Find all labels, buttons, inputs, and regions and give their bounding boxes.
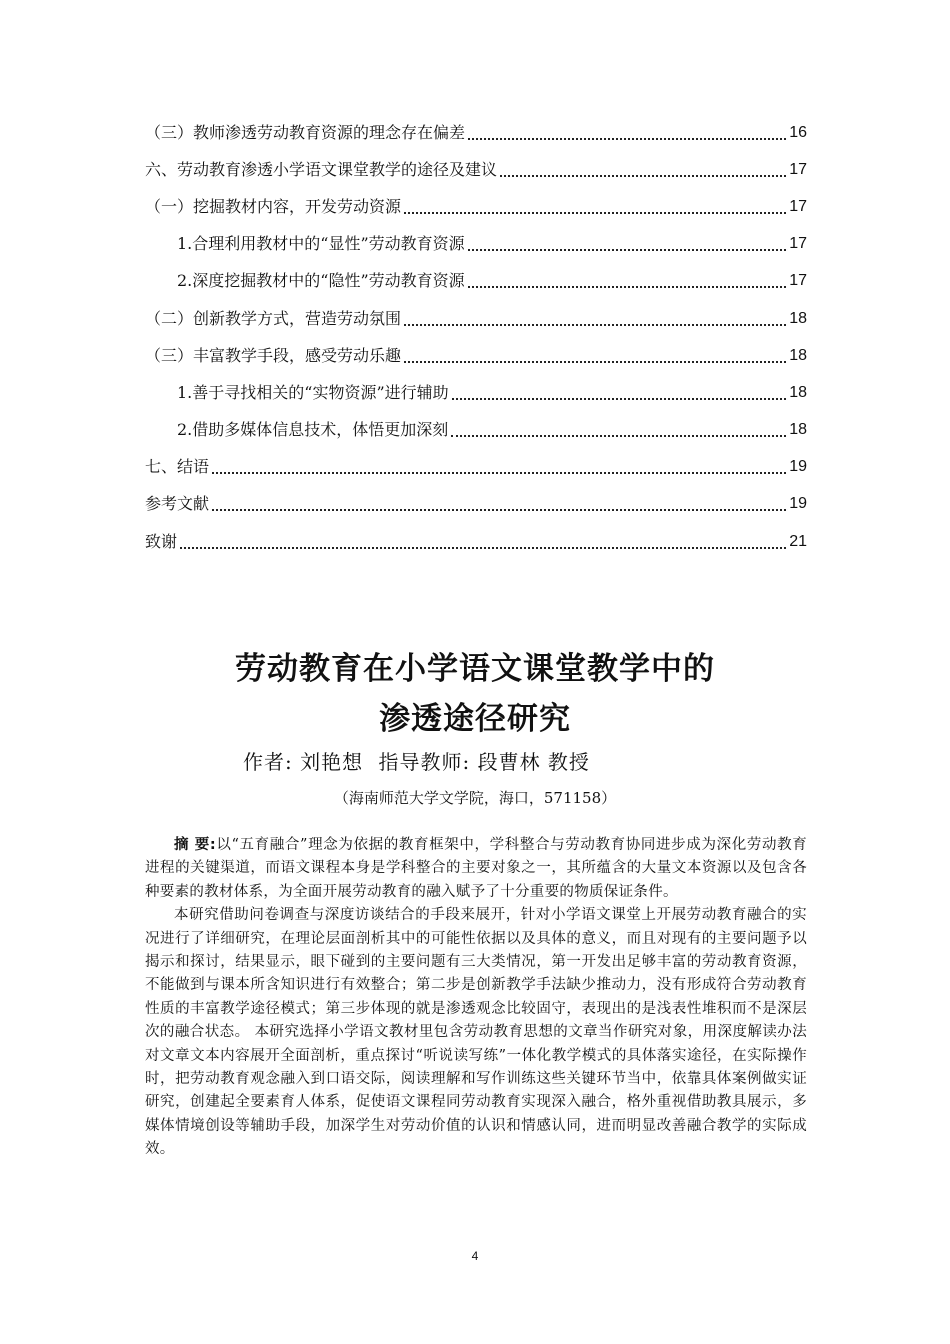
paper-title-line-2: 渗透途径研究 bbox=[379, 701, 571, 737]
toc-page-number: 19 bbox=[789, 495, 807, 513]
affiliation: （海南师范大学文学院，海口，571158） bbox=[333, 789, 617, 807]
toc-entry-text: 致谢 bbox=[145, 531, 178, 551]
abstract-paragraph-text: 本研究借助问卷调查与深度访谈结合的手段来展开，针对小学语文课堂上开展劳动教育融合的实况进行了详细研究，在理论层面剖析其中的可能性依据以及具体的意义，而且对现有的主要问题予以揭示和探讨，结果显示，眼下碰到的主要问题有三大类情况，第一开发出足够丰富的劳动教育资源，不能做到与课本所含知识进行有效整合；第二步是创新教学手法缺少推动力，没有形成符合劳动教育性质的丰富教学途径模式；第三步体现的就是渗透观念比较固守，表现出的是浅表性堆积而不是深层次的融合状态。 本研究选择小学语文教材里包含劳动教育思想的文章当作研究对象，用深度解读办法对文章文本内容展开全面剖析，重点探讨“听说读写练”一体化教学模式的具体落实途径，在实际操作时，把劳动教育观念融入到口语交际，阅读理解和写作训练这些关键环节当中，依靠具体案例做实证研究，创建起全要素育人体系，促使语文课程同劳动教育实现深入融合，格外重视借助教具展示，多媒体情境创设等辅助手段，加深学生对劳动价值的认识和情感认同，进而明显改善融合教学的实际成效。 bbox=[145, 907, 807, 1158]
toc-dot-leader bbox=[180, 547, 786, 549]
toc-page-number: 17 bbox=[789, 272, 807, 290]
abstract-label: 摘 要: bbox=[174, 837, 217, 853]
toc-entry-text: 2.深度挖掘教材中的“隐性”劳动教育资源 bbox=[177, 271, 465, 291]
toc-page-number: 19 bbox=[789, 458, 807, 476]
toc-entry[interactable] bbox=[145, 114, 807, 151]
toc-page-number: 18 bbox=[789, 421, 807, 439]
toc-entry-text: 七、结语 bbox=[145, 457, 210, 477]
author-name: 作者: 刘艳想 bbox=[243, 750, 364, 774]
toc-entry[interactable] bbox=[145, 337, 807, 374]
abstract bbox=[145, 834, 807, 1162]
toc-entry-text: 1.善于寻找相关的“实物资源”进行辅助 bbox=[177, 382, 449, 402]
toc-entry-text: 2.借助多媒体信息技术，体悟更加深刻 bbox=[177, 420, 449, 440]
toc-dot-leader bbox=[451, 435, 786, 437]
toc-page-number: 17 bbox=[789, 160, 807, 178]
toc-entry-text: （一）挖掘教材内容，开发劳动资源 bbox=[145, 196, 402, 216]
abstract-paragraph-text: 以“五育融合”理念为依据的教育框架中，学科整合与劳动教育协同进步成为深化劳动教育进程的关键渠道，而语文课程本身是学科整合的主要对象之一，其所蕴含的大量文本资源以及包含各种要素的教材体系，为全面开展劳动教育的融入赋予了十分重要的物质保证条件。 bbox=[145, 837, 808, 900]
toc-page-number: 18 bbox=[789, 383, 807, 401]
toc-dot-leader bbox=[468, 286, 787, 288]
toc-page-number: 17 bbox=[789, 235, 807, 253]
toc-entry[interactable] bbox=[145, 374, 807, 411]
toc-entry-text: （三）丰富教学手段，感受劳动乐趣 bbox=[145, 345, 402, 365]
toc-page-number: 16 bbox=[789, 123, 807, 141]
toc-entry[interactable] bbox=[145, 226, 807, 263]
toc-entry-text: 参考文献 bbox=[145, 494, 210, 514]
page-number: 4 bbox=[471, 1249, 479, 1263]
abstract-paragraph bbox=[145, 834, 807, 904]
toc-entry[interactable] bbox=[145, 300, 807, 337]
toc-dot-leader bbox=[212, 472, 786, 474]
abstract-paragraph bbox=[145, 904, 807, 1161]
toc-dot-leader bbox=[212, 509, 786, 511]
toc-entry[interactable] bbox=[145, 412, 807, 449]
toc-entry[interactable] bbox=[145, 188, 807, 225]
paper-title-line-1: 劳动教育在小学语文课堂教学中的 bbox=[235, 651, 715, 687]
toc-entry[interactable] bbox=[145, 449, 807, 486]
toc-entry[interactable] bbox=[145, 486, 807, 523]
toc-entry-text: （二）创新教学方式，营造劳动氛围 bbox=[145, 308, 402, 328]
toc-entry[interactable] bbox=[145, 523, 807, 560]
toc-entry-text: 六、劳动教育渗透小学语文课堂教学的途径及建议 bbox=[145, 159, 498, 179]
toc-dot-leader bbox=[500, 175, 786, 177]
toc-page-number: 17 bbox=[789, 197, 807, 215]
toc-dot-leader bbox=[404, 361, 786, 363]
toc-page-number: 18 bbox=[789, 346, 807, 364]
toc-page-number: 18 bbox=[789, 309, 807, 327]
toc-entry[interactable] bbox=[145, 151, 807, 188]
toc-dot-leader bbox=[404, 212, 786, 214]
author-line bbox=[243, 746, 598, 775]
toc-page-number: 21 bbox=[789, 532, 807, 550]
toc-dot-leader bbox=[452, 398, 787, 400]
toc-entry-text: （三）教师渗透劳动教育资源的理念存在偏差 bbox=[145, 122, 466, 142]
toc-entry-text: 1.合理利用教材中的“显性”劳动教育资源 bbox=[177, 234, 465, 254]
advisor-name: 指导教师: 段曹林 教授 bbox=[378, 750, 590, 774]
table-of-contents bbox=[145, 114, 807, 560]
toc-entry[interactable] bbox=[145, 263, 807, 300]
toc-dot-leader bbox=[468, 249, 787, 251]
toc-dot-leader bbox=[404, 324, 786, 326]
toc-dot-leader bbox=[468, 138, 786, 140]
